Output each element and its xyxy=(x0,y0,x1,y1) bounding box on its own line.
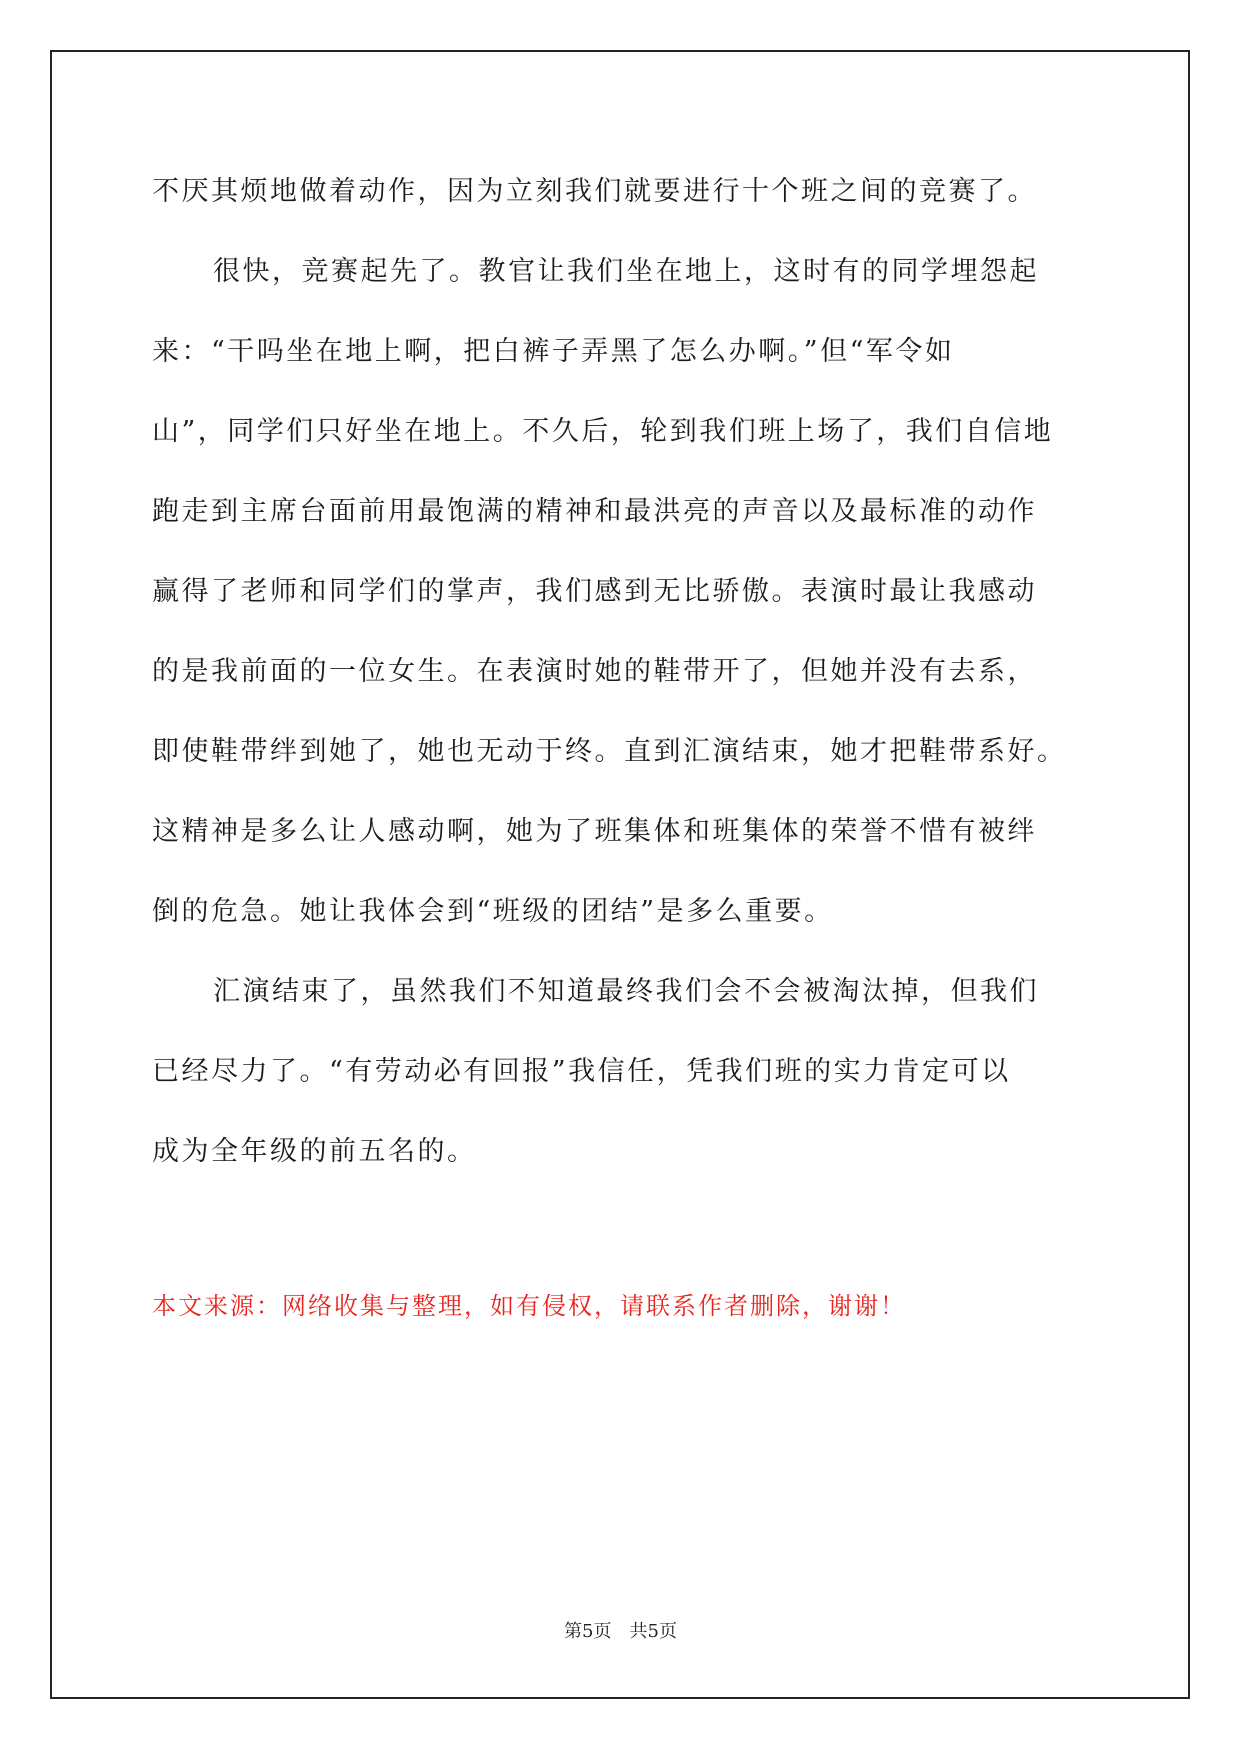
body-line: 赢得了老师和同学们的掌声，我们感到无比骄傲。表演时最让我感动 xyxy=(152,576,1037,607)
body-line: 很快，竞赛起先了。教官让我们坐在地上，这时有的同学埋怨起 xyxy=(213,256,1039,287)
body-line: 来：“干吗坐在地上啊，把白裤子弄黑了怎么办啊。”但“军令如 xyxy=(152,336,955,367)
body-line: 成为全年级的前五名的。 xyxy=(152,1136,477,1167)
page-number-footer: 第5页 共5页 xyxy=(564,1621,677,1642)
body-line: 已经尽力了。“有劳动必有回报”我信任，凭我们班的实力肯定可以 xyxy=(152,1056,1011,1087)
body-line: 跑走到主席台面前用最饱满的精神和最洪亮的声音以及最标准的动作 xyxy=(152,496,1037,527)
body-line: 这精神是多么让人感动啊，她为了班集体和班集体的荣誉不惜有被绊 xyxy=(152,816,1037,847)
page-border xyxy=(50,50,1190,1699)
source-note: 本文来源：网络收集与整理，如有侵权，请联系作者删除，谢谢！ xyxy=(152,1292,906,1320)
body-line: 的是我前面的一位女生。在表演时她的鞋带开了，但她并没有去系， xyxy=(152,656,1037,687)
body-line: 即使鞋带绊到她了，她也无动于终。直到汇演结束，她才把鞋带系好。 xyxy=(152,736,1067,767)
body-line: 汇演结束了，虽然我们不知道最终我们会不会被淘汰掉，但我们 xyxy=(213,976,1039,1007)
body-line: 不厌其烦地做着动作，因为立刻我们就要进行十个班之间的竞赛了。 xyxy=(152,176,1037,207)
body-line: 山”，同学们只好坐在地上。不久后，轮到我们班上场了，我们自信地 xyxy=(152,416,1054,447)
body-line: 倒的危急。她让我体会到“班级的团结”是多么重要。 xyxy=(152,896,834,927)
